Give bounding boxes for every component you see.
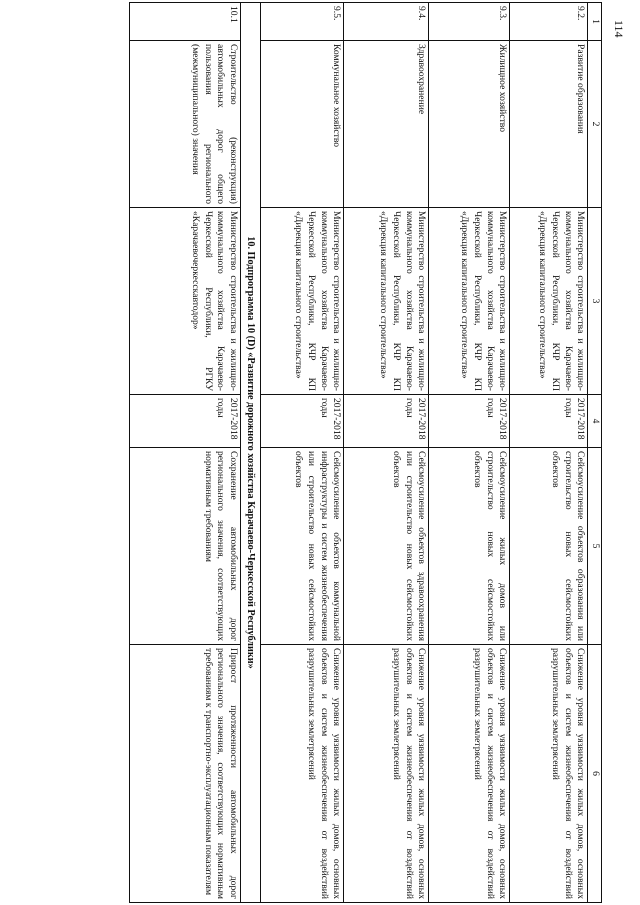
header-row [588, 3, 602, 903]
row-number: 9.2. [510, 3, 588, 41]
measure-name: Строительство (реконструкция) автомобильных дорог общего пользования регионального (межмуниципального) значения [129, 41, 240, 208]
expected-result: Сейсмоусиление жилых домов или строительство новых сейсмостойких объектов [429, 448, 510, 645]
effect: Снижение уровня уязвимости жилых домов, основных объектов и систем жизнеобеспечения от воздействий разрушительных землетрясений [344, 645, 429, 903]
row-number: 9.5. [261, 3, 344, 41]
executor: Министерство строительства и жилищно-коммунального хозяйства Карачаево-Черкесской Республики, КЧР КП «Дирекция капитального строительства» [344, 208, 429, 395]
header-col-2: 2 [588, 41, 602, 208]
executor: Министерство строительства и жилищно-коммунального хозяйства Карачаево-Черкесской Республики, КЧР КП «Дирекция капитального строительства» [261, 208, 344, 395]
expected-result: Сейсмоусиление объектов коммунальной инфраструктуры и систем жизнеобеспечения или строительство новых сейсмостойких объектов [261, 448, 344, 645]
expected-result: Сейсмоусиление объектов здравоохранения или строительство новых сейсмостойких объектов [344, 448, 429, 645]
header-col-1: 1 [588, 3, 602, 41]
years: 2017-2018 годы [429, 395, 510, 448]
row-number: 10.1 [129, 3, 240, 41]
header-col-6: 6 [588, 645, 602, 903]
measure-name: Коммунальное хозяйство [261, 41, 344, 208]
executor: Министерство строительства и жилищно-коммунального хозяйства Карачаево-Черкесской Республики, РГКУ «Карачаевочеркесскавтодор» [129, 208, 240, 395]
header-col-5: 5 [588, 448, 602, 645]
subprogram-title: 10. Подпрограмма 10 (D) «Развитие дорожного хозяйства Карачаево-Черкесской Республики» [240, 3, 260, 903]
measure-name: Развитие образования [510, 41, 588, 208]
effect: Снижение уровня уязвимости жилых домов, основных объектов и систем жизнеобеспечения от воздействий разрушительных землетрясений [510, 645, 588, 903]
years: 2017-2018 годы [344, 395, 429, 448]
rotated-page [42, 2, 602, 902]
years: 2017-2018 годы [261, 395, 344, 448]
years: 2017-2018 годы [510, 395, 588, 448]
measure-name: Здравоохранение [344, 41, 429, 208]
header-col-3: 3 [588, 208, 602, 395]
subprogram-header-row [240, 3, 260, 903]
years: 2017-2018 годы [129, 395, 240, 448]
executor: Министерство строительства и жилищно-коммунального хозяйства Карачаево-Черкесской Республики, КЧР КП «Дирекция капитального строительства» [510, 208, 588, 395]
header-col-4: 4 [588, 395, 602, 448]
measures-table [129, 2, 602, 903]
expected-result: Сейсмоусиление объектов образования или строительство новых сейсмостойких объектов [510, 448, 588, 645]
table-row-9-3 [429, 3, 510, 903]
executor: Министерство строительства и жилищно-коммунального хозяйства Карачаево-Черкесской Республики, КЧР КП «Дирекция капитального строительства» [429, 208, 510, 395]
table-row-10-1 [129, 3, 240, 903]
table-row-9-2 [510, 3, 588, 903]
table-row-9-4 [344, 3, 429, 903]
effect: Снижение уровня уязвимости жилых домов, основных объектов и систем жизнеобеспечения от воздействий разрушительных землетрясений [261, 645, 344, 903]
table-row-9-5 [261, 3, 344, 903]
measure-name: Жилищное хозяйство [429, 41, 510, 208]
row-number: 9.4. [344, 3, 429, 41]
effect: Прирост протяженности автомобильных дорог регионального значения, соответствующих нормативным требованиям к транспортно-эксплуатационным показателям [129, 645, 240, 903]
page-number: 114 [612, 20, 626, 38]
effect: Снижение уровня уязвимости жилых домов, основных объектов и систем жизнеобеспечения от воздействий разрушительных землетрясений [429, 645, 510, 903]
row-number: 9.3. [429, 3, 510, 41]
expected-result: Сохранение автомобильных дорог регионального значения, соответствующих нормативным требованиям [129, 448, 240, 645]
